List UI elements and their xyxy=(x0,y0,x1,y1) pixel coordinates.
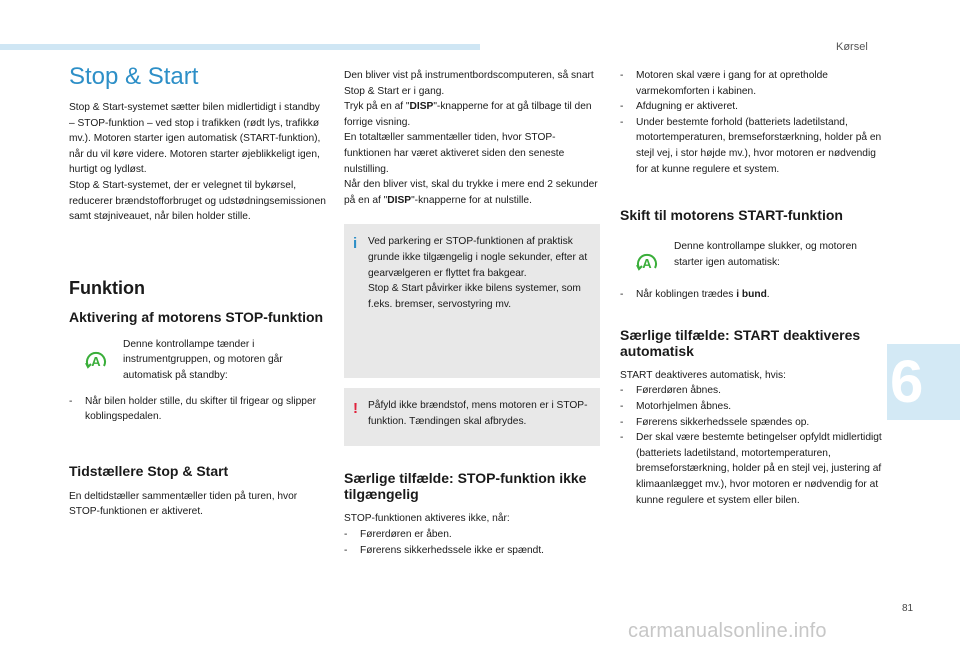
list-item: - Motoren skal være i gang for at opretholde varmekomforten i kabinen. xyxy=(620,70,828,97)
column-right xyxy=(620,68,882,508)
info-note: i Ved parkering er STOP-funktionen af praktisk grunde ikke tilgængelig i nogle sekunder, efter at gearvælgeren er flyttet fra bakgear. Stop & Start påvirker ikke bilens systemer, som f.eks. bremser, servostyring mv. xyxy=(344,224,600,378)
shift-start-heading: Skift til motorens START-funktion xyxy=(620,207,843,224)
column-left xyxy=(69,60,327,520)
start-lamp-text: Denne kontrollampe slukker, og motoren starter igen automatisk: xyxy=(674,241,857,268)
intro-paragraph: Stop & Start-systemet, der er velegnet til bykørsel, reducerer brændstofforbruget og udstødningsemissionen samt støjniveauet, når bilen holder stille. xyxy=(69,179,326,223)
stop-lamp-block xyxy=(69,337,327,384)
list-item: - Når koblingen trædes i bund. xyxy=(620,289,770,301)
list-item: - Førerens sikkerhedssele ikke er spændt. xyxy=(344,544,545,556)
auto-start-lamp-icon xyxy=(69,337,123,371)
section-label: Kørsel xyxy=(836,41,868,53)
warning-note: ! Påfyld ikke brændstof, mens motoren er i STOP-funktion. Tændingen skal afbrydes. xyxy=(344,388,600,446)
svg-text:A: A xyxy=(91,353,101,369)
list-item: - Der skal være bestemte betingelser opfyldt midlertidigt (batteriets ladetilstand, motortemperaturen, bremseforstærkning, holder på en stejl vej, justering af klimaanlægget mv.), hvor motoren er nødvendig for at kunne regulere et system eller bilen. xyxy=(620,432,882,506)
svg-text:A: A xyxy=(642,256,652,272)
intro-paragraph: Stop & Start-systemet sætter bilen midlertidigt i standby – STOP-funktion – ved stop i trafikken (rødt lys, trafikkø mv.). Motoren starter igen automatisk (START-funktion), når du vil køre videre. Motoren starter øjeblikkeligt igen, hurtigt og lydløst. xyxy=(69,102,321,176)
list-item: - Førerens sikkerhedssele spændes op. xyxy=(620,416,810,428)
counter-text: En deltidstæller sammentæller tiden på turen, hvor STOP-funktionen er aktiveret. xyxy=(69,490,298,518)
list-item: - Når bilen holder stille, du skifter til frigear og slipper koblingspedalen. xyxy=(69,395,317,423)
header-accent-bar xyxy=(0,44,480,50)
list-item: - Motorhjelmen åbnes. xyxy=(620,400,732,412)
special-stop-heading: Særlige tilfælde: STOP-funktion ikke tilgængelig xyxy=(344,470,587,503)
activation-heading: Aktivering af motorens STOP-funktion xyxy=(69,308,324,325)
info-icon: i xyxy=(353,235,358,253)
chapter-number: 6 xyxy=(890,348,924,415)
special-start-intro: START deaktiveres automatisk, hvis: xyxy=(620,369,786,381)
page-title: Stop & Start xyxy=(69,63,199,90)
column-middle xyxy=(344,68,600,558)
counter-heading: Tidstællere Stop & Start xyxy=(69,462,229,479)
page-number: 81 xyxy=(902,603,914,614)
total-counter-text: En totaltæller sammentæller tiden, hvor STOP-funktionen har været aktiveret siden den seneste nulstilling. xyxy=(344,132,565,175)
disp-instruction: Tryk på en af "DISP"-knapperne for at gå tilbage til den forrige visning. xyxy=(344,101,592,128)
special-stop-intro: STOP-funktionen aktiveres ikke, når: xyxy=(344,513,510,525)
warning-icon: ! xyxy=(353,400,358,418)
stop-lamp-text: Denne kontrollampe tænder i instrumentgruppen, og motoren går automatisk på standby: xyxy=(123,338,283,381)
reset-instruction: Når den bliver vist, skal du trykke i mere end 2 sekunder på en af "DISP"-knapperne for at nulstille. xyxy=(344,179,598,206)
list-item: - Førerdøren er åben. xyxy=(344,528,452,540)
start-lamp-block xyxy=(620,239,882,273)
special-start-heading: Særlige tilfælde: START deaktiveres automatisk xyxy=(620,326,861,359)
funktion-heading: Funktion xyxy=(69,277,145,298)
list-item: - Under bestemte forhold (batteriets ladetilstand, motortemperaturen, bremseforstærkning, holder på en stejl vej, i stor højde mv.), hvor motoren er nødvendig for at kunne regulere et system. xyxy=(620,116,882,175)
list-item: - Afdugning er aktiveret. xyxy=(620,101,738,113)
list-item: - Førerdøren åbnes. xyxy=(620,385,721,397)
counter-display-text: Den bliver vist på instrumentbordscomputeren, så snart Stop & Start er i gang. xyxy=(344,70,594,97)
auto-start-lamp-icon xyxy=(620,239,674,273)
watermark: carmanualsonline.info xyxy=(628,620,827,642)
